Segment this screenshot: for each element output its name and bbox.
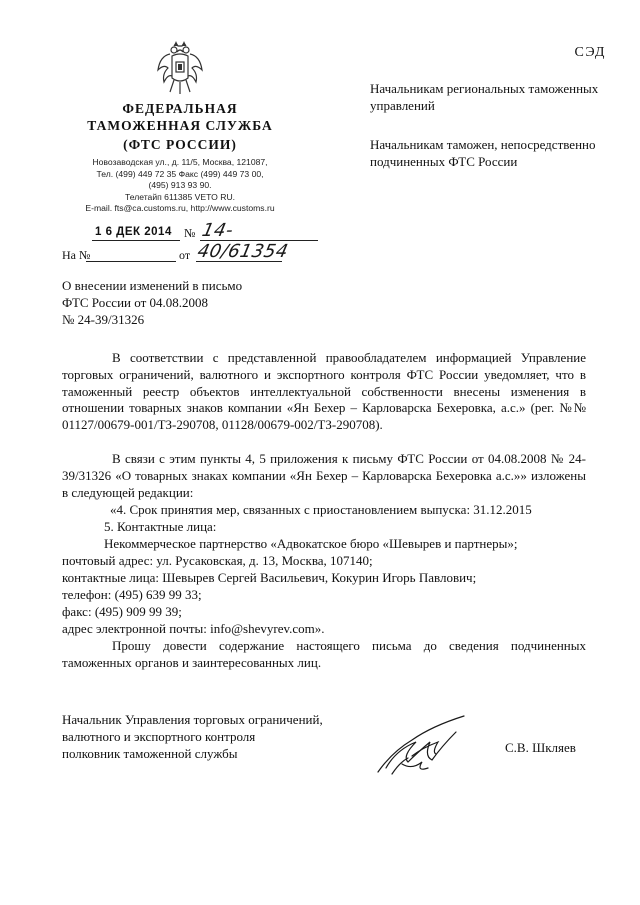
- subject: [62, 278, 302, 328]
- body-item-4: «4. Срок принятия мер, связанных с приостановлением выпуска: 31.12.2015: [110, 502, 532, 517]
- address-line: Тел. (499) 449 72 35 Факс (499) 449 73 00,: [96, 168, 264, 179]
- reference-date-blank: [196, 261, 282, 262]
- org-name-line2: ТАМОЖЕННАЯ СЛУЖБА: [87, 118, 273, 133]
- russian-coat-of-arms-icon: [156, 40, 204, 96]
- body-contact-address: почтовый адрес: ул. Русаковская, д. 13, Москва, 107140;: [62, 553, 373, 568]
- addressee-customs: Начальникам таможен, непосредственно подчиненных ФТС России: [370, 137, 596, 169]
- address-line: (495) 913 93 90.: [148, 180, 212, 190]
- body-contact-phone: телефон: (495) 639 99 33;: [62, 587, 202, 602]
- signer-name: С.В. Шкляев: [505, 740, 576, 755]
- number-label: №: [184, 226, 196, 240]
- org-name-line1: ФЕДЕРАЛЬНАЯ: [122, 101, 238, 116]
- subject-line: № 24-39/31326: [62, 311, 145, 327]
- org-short-name: (ФТС РОССИИ): [123, 137, 237, 152]
- reference-number-label: На №: [62, 248, 91, 262]
- subject-line: ФТС России от 04.08.2008: [62, 294, 209, 310]
- body-paragraph-1: В соответствии с представленной правообладателем информацией Управление торговых ограничений, валютного и экспортного контроля ФТС России уведомляет, что в таможенный реестр объектов интеллектуальной собственности внесены изменения в отношении товарных знаков компании «Ян Бехер – Карловарска Бехеровка, а.с.» (рег. №№ 01127/00679-001/ТЗ-290708, 01128/00679-002/ТЗ-290708).: [62, 350, 586, 433]
- subject-line: О внесении изменений в письмо: [62, 278, 243, 293]
- number-underline: [200, 240, 318, 241]
- address-line: E-mail. fts@ca.customs.ru, http://www.customs.ru: [85, 203, 275, 213]
- signatory-title: [62, 712, 382, 762]
- addressee-regional: Начальникам региональных таможенных управлений: [370, 81, 599, 113]
- body-contact-fax: факс: (495) 909 99 39;: [62, 604, 182, 619]
- document-code: СЭД: [574, 45, 606, 60]
- date-underline: [92, 240, 180, 241]
- body-contact-email: адрес электронной почты: info@shevyrev.com».: [62, 621, 325, 636]
- body-contact-persons: контактные лица: Шевырев Сергей Васильевич, Кокурин Игорь Павлович;: [62, 570, 477, 585]
- body-paragraph-3: Прошу довести содержание настоящего письма до сведения подчиненных таможенных органов и заинтересованных лиц.: [62, 638, 586, 670]
- reference-from-label: от: [179, 248, 191, 262]
- signatory-title-line: Начальник Управления торговых ограничений,: [62, 712, 323, 727]
- handwritten-signature: [372, 712, 492, 782]
- registration-date: 1 6 ДЕК 2014: [95, 226, 172, 238]
- signatory-title-line: валютного и экспортного контроля: [62, 728, 256, 744]
- body-contact-org: Некоммерческое партнерство «Адвокатское бюро «Шевырев и партнеры»;: [104, 536, 518, 551]
- body-item-5: 5. Контактные лица:: [104, 519, 217, 534]
- reference-line: [62, 248, 302, 266]
- address-line: Телетайп 611385 VETO RU.: [124, 191, 236, 202]
- reference-number-blank: [86, 261, 176, 262]
- body-paragraph-2: В связи с этим пункты 4, 5 приложения к письму ФТС России от 04.08.2008 № 24-39/31326 «О товарных знаках компании «Ян Бехер – Карловарска Бехеровка а.с.»» изложены в следующей редакции:: [62, 451, 586, 500]
- registration-number: 14-40/61354: [195, 220, 291, 262]
- address-line: Новозаводская ул., д. 11/5, Москва, 121087,: [92, 157, 268, 167]
- signatory-title-line: полковник таможенной службы: [62, 745, 238, 761]
